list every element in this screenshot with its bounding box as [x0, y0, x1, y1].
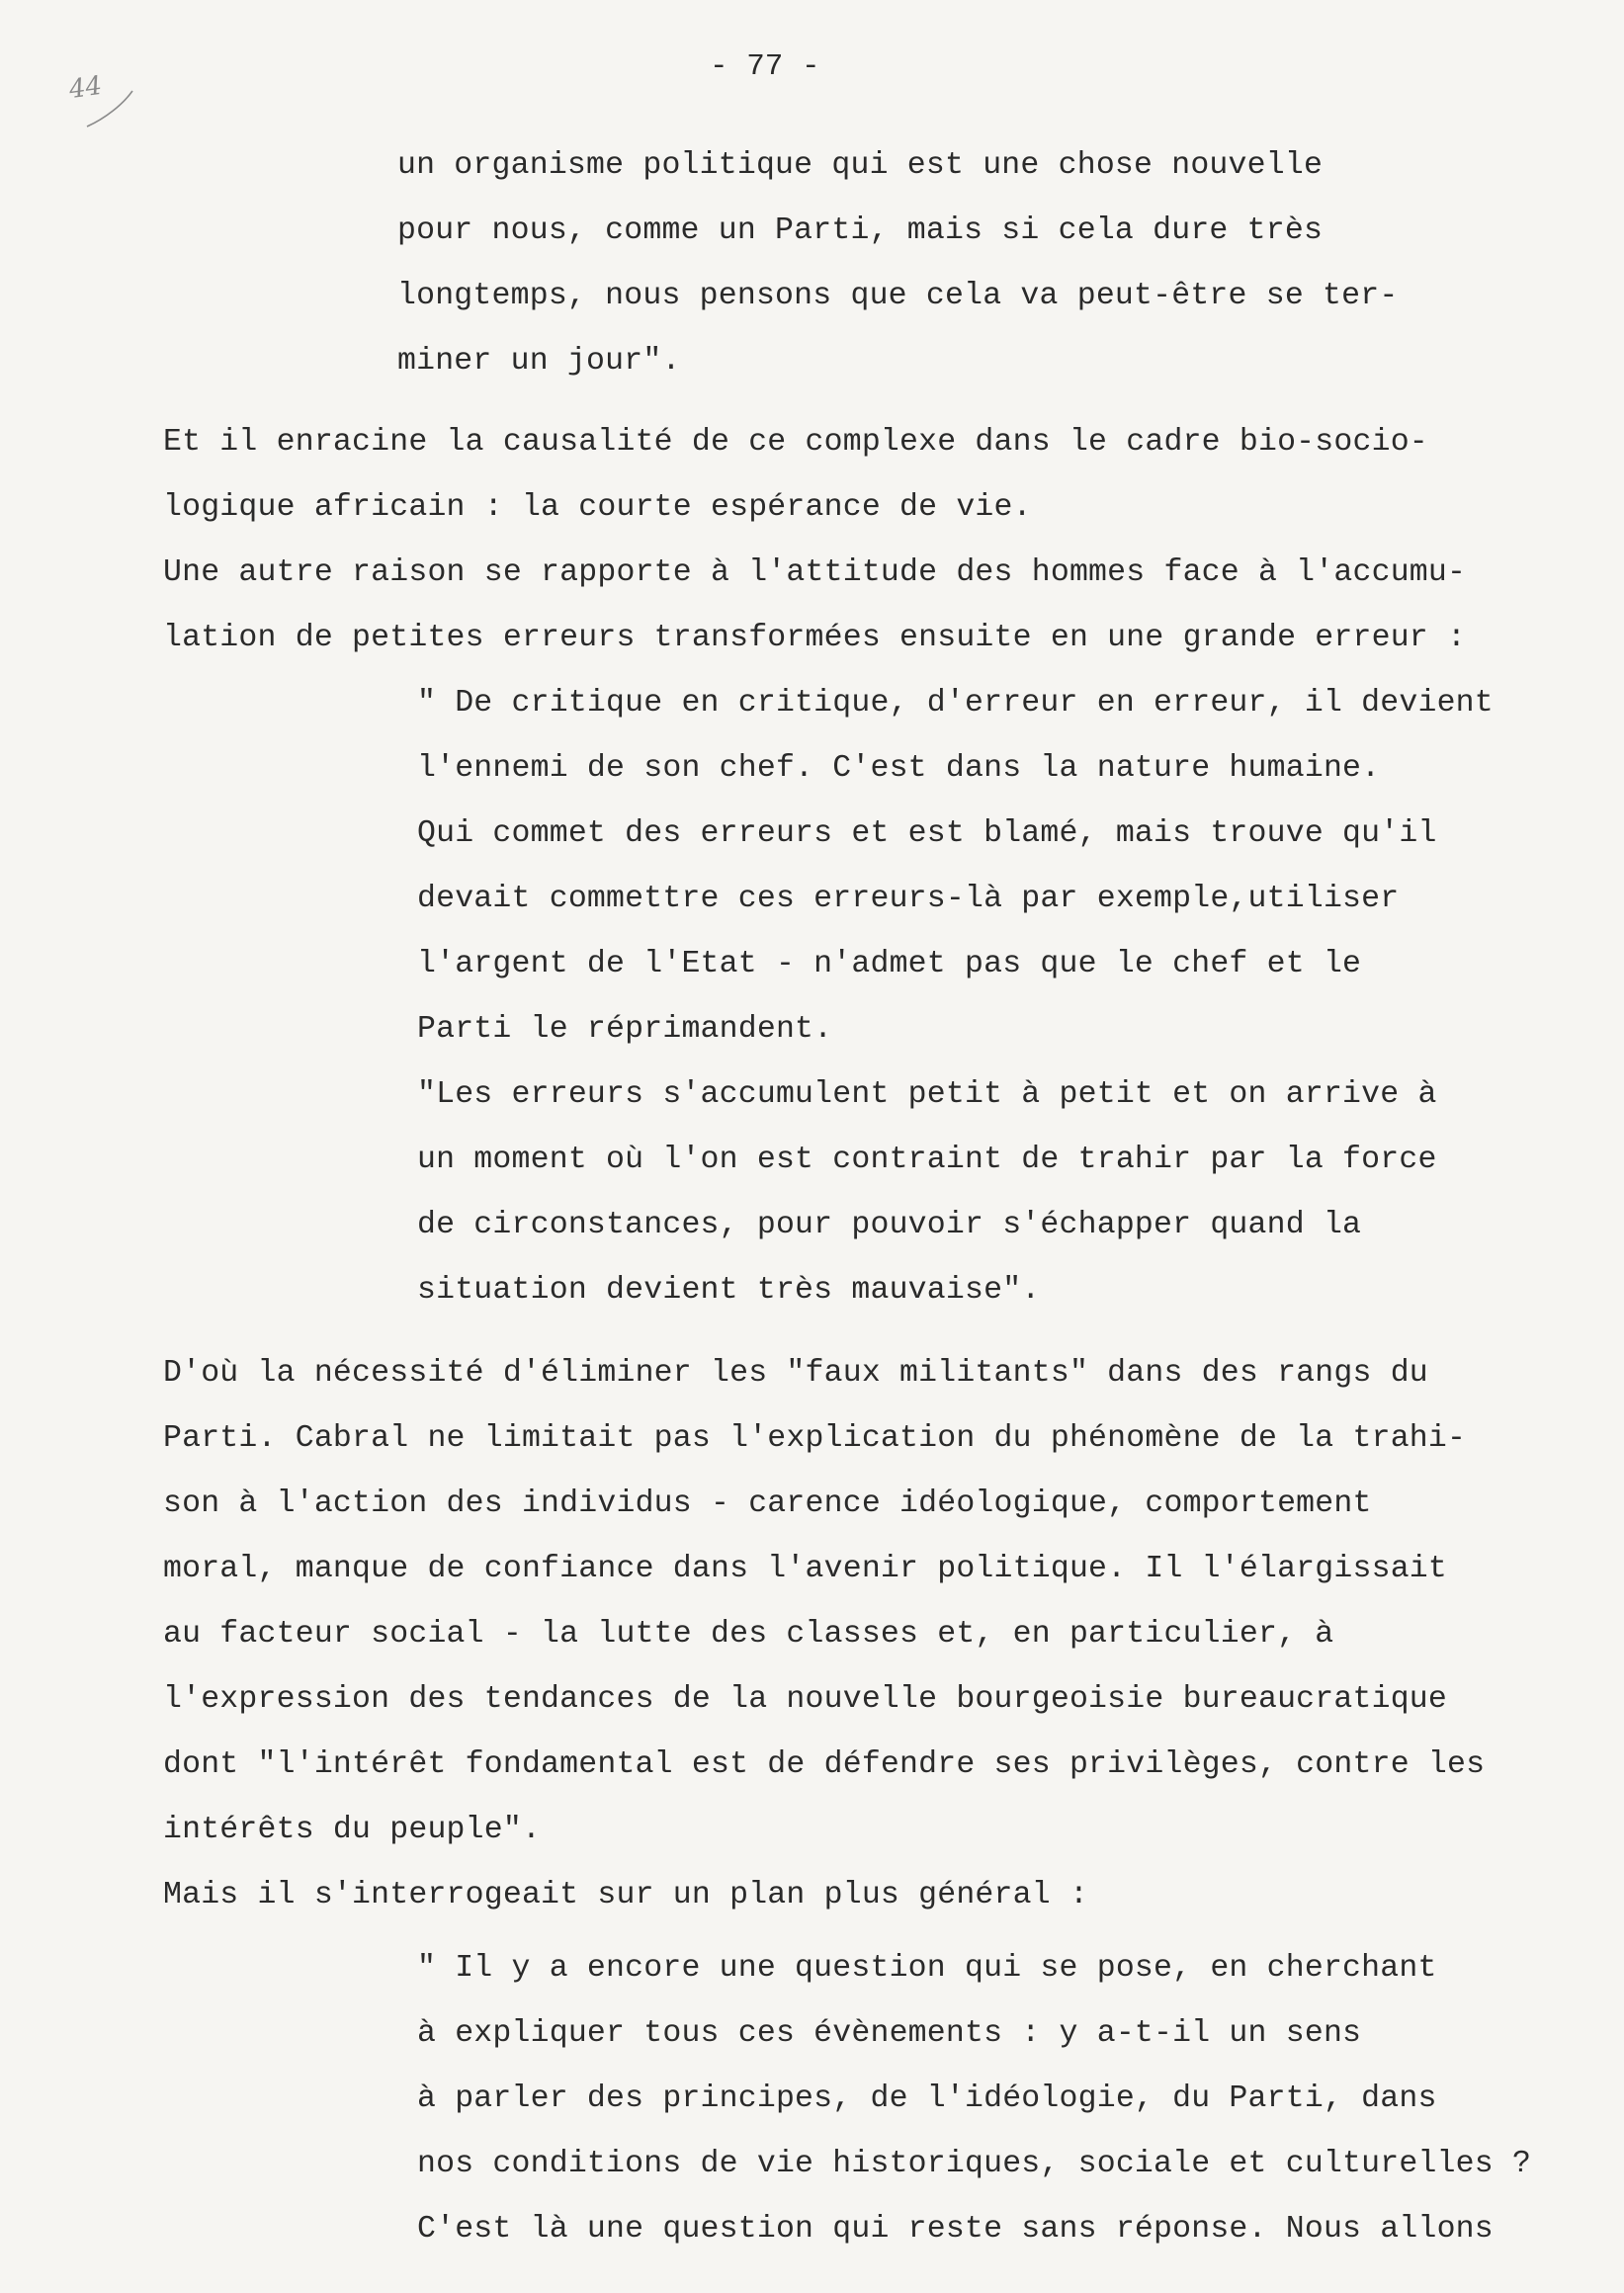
margin-pen-stroke	[85, 85, 144, 134]
text-line: C'est là une question qui reste sans réponse. Nous allons	[417, 2212, 1494, 2247]
text-line: intérêts du peuple".	[163, 1813, 542, 1847]
text-line: logique africain : la courte espérance de vie.	[163, 490, 1032, 525]
margin-annotation: 44	[67, 70, 105, 106]
text-line: " Il y a encore une question qui se pose, en cherchant	[417, 1951, 1437, 1986]
text-line: devait commettre ces erreurs-là par exemple,utiliser	[417, 882, 1400, 916]
text-line: lation de petites erreurs transformées ensuite en une grande erreur :	[163, 621, 1467, 655]
text-line: l'ennemi de son chef. C'est dans la nature humaine.	[417, 751, 1381, 786]
text-line: pour nous, comme un Parti, mais si cela dure très	[397, 213, 1324, 248]
text-line: Et il enracine la causalité de ce complexe dans le cadre bio-socio-	[163, 425, 1428, 460]
text-line: un moment où l'on est contraint de trahir par la force	[417, 1143, 1437, 1177]
text-line: Parti le réprimandent.	[417, 1012, 833, 1047]
text-line: Une autre raison se rapporte à l'attitude des hommes face à l'accumu-	[163, 555, 1467, 590]
text-line: Mais il s'interrogeait sur un plan plus général :	[163, 1878, 1089, 1912]
text-line: longtemps, nous pensons que cela va peut-être se ter-	[397, 279, 1399, 313]
text-line: nos conditions de vie historiques, sociale et culturelles ?	[417, 2147, 1532, 2181]
text-line: Qui commet des erreurs et est blamé, mais trouve qu'il	[417, 816, 1437, 851]
text-line: moral, manque de confiance dans l'avenir politique. Il l'élargissait	[163, 1552, 1448, 1586]
text-line: de circonstances, pour pouvoir s'échapper quand la	[417, 1208, 1362, 1242]
text-line: à expliquer tous ces évènements : y a-t-il un sens	[417, 2016, 1362, 2051]
text-line: au facteur social - la lutte des classes et, en particulier, à	[163, 1617, 1334, 1652]
text-line: l'expression des tendances de la nouvelle bourgeoisie bureaucratique	[163, 1682, 1448, 1717]
text-line: son à l'action des individus - carence idéologique, comportement	[163, 1486, 1372, 1521]
text-line: situation devient très mauvaise".	[417, 1273, 1041, 1308]
text-line: l'argent de l'Etat - n'admet pas que le chef et le	[417, 947, 1362, 981]
text-line: D'où la nécessité d'éliminer les "faux militants" dans des rangs du	[163, 1356, 1428, 1391]
page-number: - 77 -	[710, 49, 820, 84]
text-line: un organisme politique qui est une chose nouvelle	[397, 148, 1324, 183]
text-line: " De critique en critique, d'erreur en erreur, il devient	[417, 686, 1494, 721]
text-line: "Les erreurs s'accumulent petit à petit et on arrive à	[417, 1077, 1437, 1112]
text-line: dont "l'intérêt fondamental est de défendre ses privilèges, contre les	[163, 1747, 1486, 1782]
text-line: miner un jour".	[397, 344, 681, 379]
text-line: à parler des principes, de l'idéologie, du Parti, dans	[417, 2081, 1437, 2116]
text-line: Parti. Cabral ne limitait pas l'explication du phénomène de la trahi-	[163, 1421, 1467, 1456]
